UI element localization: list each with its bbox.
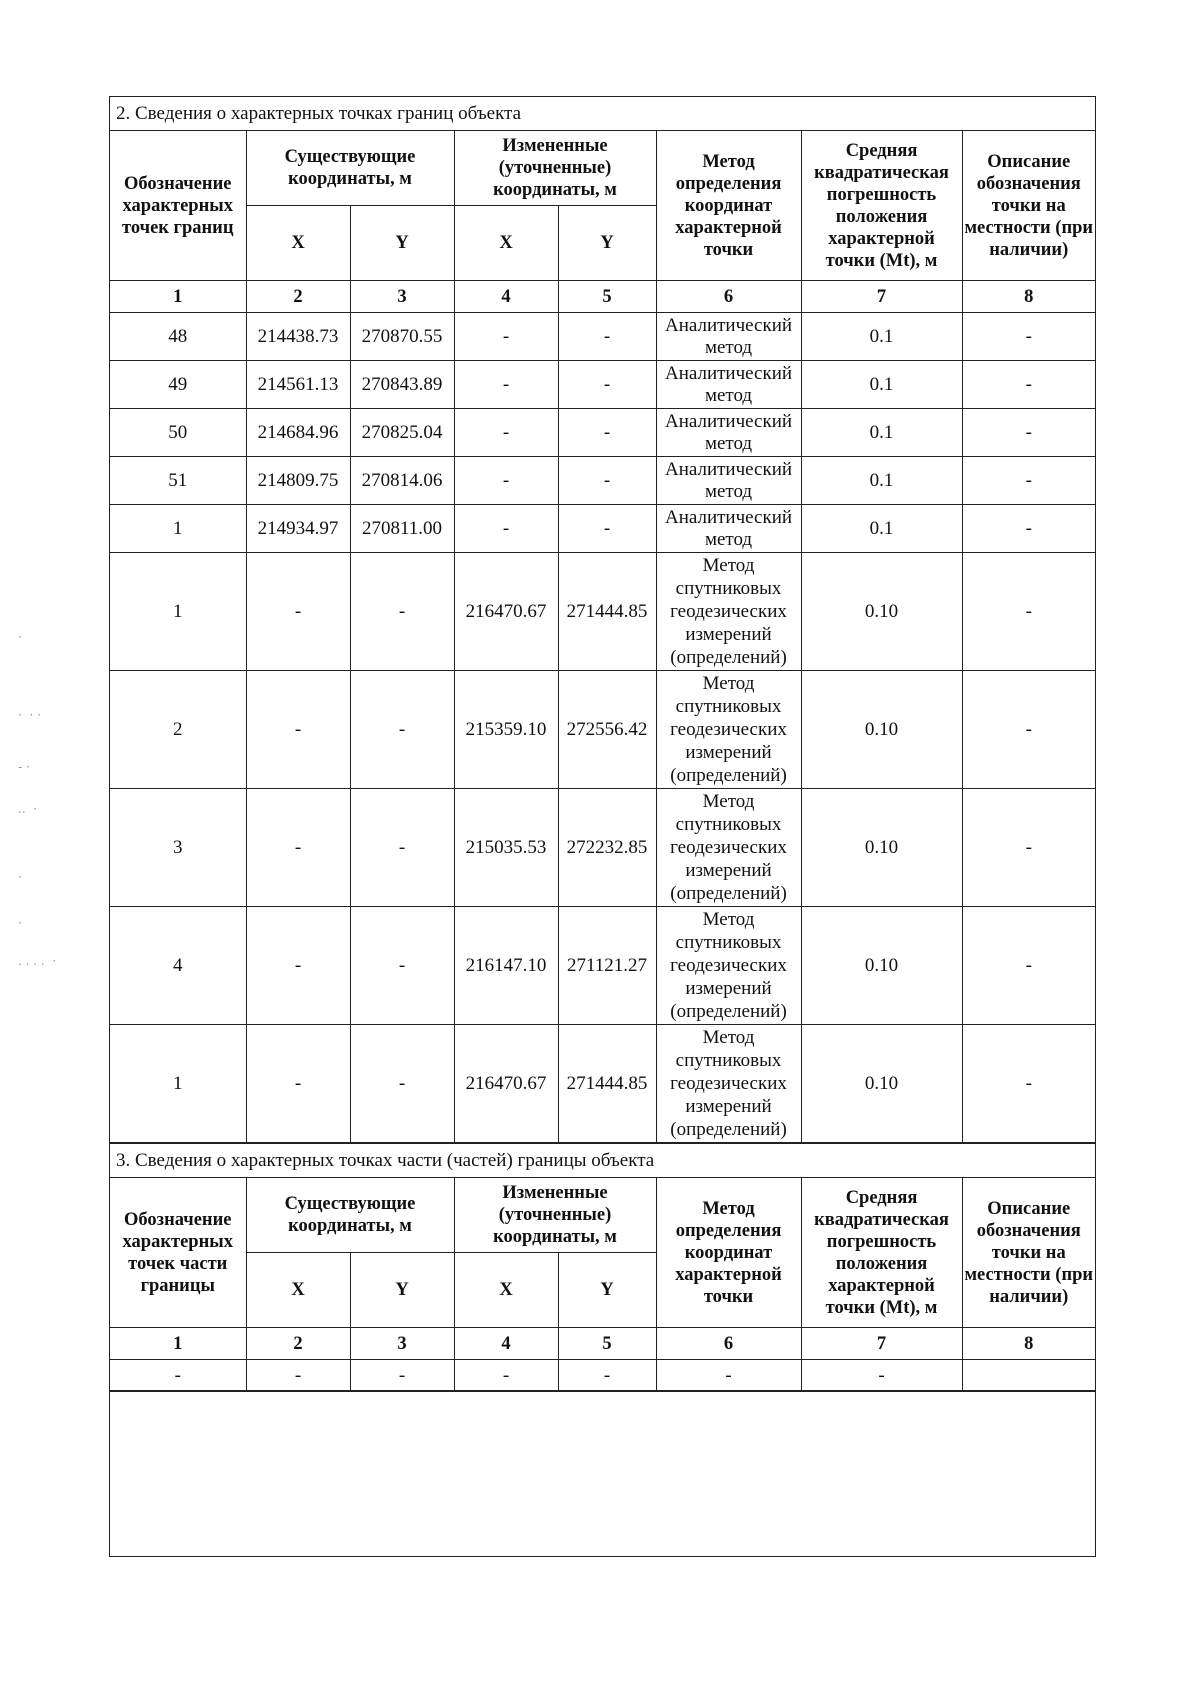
cell-point: 1 bbox=[110, 1025, 246, 1143]
section-2-title: 2. Сведения о характерных точках границ объекта bbox=[110, 97, 1095, 131]
table-row bbox=[110, 361, 1095, 409]
cell-new-x: - bbox=[454, 409, 558, 457]
table-row bbox=[110, 505, 1095, 553]
boundary-points-table bbox=[110, 131, 1095, 1143]
cell-description: - bbox=[962, 361, 1095, 409]
cell-x: - bbox=[246, 789, 350, 907]
header-designation: Обозначение характерных точек части границы bbox=[110, 1178, 246, 1328]
cell-mt: 0.10 bbox=[801, 789, 962, 907]
cell-mt: 0.10 bbox=[801, 671, 962, 789]
header-error: Средняя квадратическая погрешность положения характерной точки (Mt), м bbox=[801, 1178, 962, 1328]
cell-method: Аналитический метод bbox=[656, 457, 801, 505]
cell-new-y: - bbox=[558, 505, 656, 553]
cell-point: 2 bbox=[110, 671, 246, 789]
cell-new-x: 216470.67 bbox=[454, 1025, 558, 1143]
cell-method: Аналитический метод bbox=[656, 361, 801, 409]
cell-y: - bbox=[350, 671, 454, 789]
cell-description: - bbox=[962, 671, 1095, 789]
header-existing-coords: Существующие координаты, м bbox=[246, 1178, 454, 1253]
cell-method: Метод спутниковых геодезических измерений (определений) bbox=[656, 907, 801, 1025]
cell-method: Метод спутниковых геодезических измерений (определений) bbox=[656, 789, 801, 907]
table-row bbox=[110, 553, 1095, 671]
column-number: 5 bbox=[558, 281, 656, 313]
cell-mt: 0.1 bbox=[801, 409, 962, 457]
cell-x: 214684.96 bbox=[246, 409, 350, 457]
table-row bbox=[110, 313, 1095, 361]
cell-mt: 0.1 bbox=[801, 361, 962, 409]
cell-new-x: - bbox=[454, 361, 558, 409]
header-description: Описание обозначения точки на местности (при наличии) bbox=[962, 131, 1095, 281]
cell-x: - bbox=[246, 553, 350, 671]
header-changed-coords: Измененные (уточненные) координаты, м bbox=[454, 1178, 656, 1253]
cell-new-y: - bbox=[558, 457, 656, 505]
column-number: 2 bbox=[246, 281, 350, 313]
cell-new-y: - bbox=[558, 313, 656, 361]
column-number: 5 bbox=[558, 1328, 656, 1360]
column-number: 4 bbox=[454, 1328, 558, 1360]
cell-description: - bbox=[962, 907, 1095, 1025]
column-number: 6 bbox=[656, 1328, 801, 1360]
column-number: 3 bbox=[350, 1328, 454, 1360]
header-description: Описание обозначения точки на местности (при наличии) bbox=[962, 1178, 1095, 1328]
cell-new-x: 215035.53 bbox=[454, 789, 558, 907]
table-row bbox=[110, 409, 1095, 457]
cell-description: - bbox=[962, 553, 1095, 671]
cell-x: 214934.97 bbox=[246, 505, 350, 553]
header-method: Метод определения координат характерной точки bbox=[656, 131, 801, 281]
cell-y: 270825.04 bbox=[350, 409, 454, 457]
cell-new-y: 272232.85 bbox=[558, 789, 656, 907]
cell-new-y: - bbox=[558, 409, 656, 457]
cell-new-y: 271121.27 bbox=[558, 907, 656, 1025]
header-row bbox=[110, 1178, 1095, 1253]
header-method: Метод определения координат характерной точки bbox=[656, 1178, 801, 1328]
cell-y: 270870.55 bbox=[350, 313, 454, 361]
column-number: 3 bbox=[350, 281, 454, 313]
cell-y: - bbox=[350, 907, 454, 1025]
cell-description: - bbox=[962, 789, 1095, 907]
cell-method: Аналитический метод bbox=[656, 505, 801, 553]
header-x-changed: X bbox=[454, 1253, 558, 1328]
cell-point: 1 bbox=[110, 505, 246, 553]
column-number: 8 bbox=[962, 281, 1095, 313]
header-changed-coords: Измененные (уточненные) координаты, м bbox=[454, 131, 656, 206]
cell-y: - bbox=[350, 1360, 454, 1391]
header-x-existing: X bbox=[246, 1253, 350, 1328]
header-y-existing: Y bbox=[350, 206, 454, 281]
column-number-row bbox=[110, 1328, 1095, 1360]
table-row bbox=[110, 789, 1095, 907]
header-y-changed: Y bbox=[558, 206, 656, 281]
header-error: Средняя квадратическая погрешность положения характерной точки (Mt), м bbox=[801, 131, 962, 281]
cell-mt: 0.10 bbox=[801, 907, 962, 1025]
header-x-changed: X bbox=[454, 206, 558, 281]
column-number: 2 bbox=[246, 1328, 350, 1360]
cell-method: Метод спутниковых геодезических измерений (определений) bbox=[656, 553, 801, 671]
cell-point: - bbox=[110, 1360, 246, 1391]
table-row bbox=[110, 671, 1095, 789]
cell-point: 50 bbox=[110, 409, 246, 457]
table-row bbox=[110, 457, 1095, 505]
cell-y: - bbox=[350, 1025, 454, 1143]
cell-mt: 0.1 bbox=[801, 457, 962, 505]
cell-y: 270814.06 bbox=[350, 457, 454, 505]
column-number: 1 bbox=[110, 1328, 246, 1360]
column-number: 7 bbox=[801, 281, 962, 313]
header-existing-coords: Существующие координаты, м bbox=[246, 131, 454, 206]
cell-x: 214438.73 bbox=[246, 313, 350, 361]
cell-description: - bbox=[962, 457, 1095, 505]
cell-x: - bbox=[246, 1360, 350, 1391]
cell-mt: 0.1 bbox=[801, 505, 962, 553]
cell-method: Метод спутниковых геодезических измерений (определений) bbox=[656, 671, 801, 789]
cell-new-y: - bbox=[558, 361, 656, 409]
cell-new-y: 271444.85 bbox=[558, 1025, 656, 1143]
cell-description: - bbox=[962, 505, 1095, 553]
part-boundary-points-table bbox=[110, 1178, 1095, 1391]
cell-x: 214809.75 bbox=[246, 457, 350, 505]
cell-y: - bbox=[350, 789, 454, 907]
cell-method: Аналитический метод bbox=[656, 409, 801, 457]
column-number-row bbox=[110, 281, 1095, 313]
cell-description: - bbox=[962, 313, 1095, 361]
cell-x: - bbox=[246, 1025, 350, 1143]
cell-method: Аналитический метод bbox=[656, 313, 801, 361]
cell-description: - bbox=[962, 409, 1095, 457]
column-number: 6 bbox=[656, 281, 801, 313]
header-y-changed: Y bbox=[558, 1253, 656, 1328]
column-number: 7 bbox=[801, 1328, 962, 1360]
cell-mt: - bbox=[801, 1360, 962, 1391]
column-number: 8 bbox=[962, 1328, 1095, 1360]
cell-mt: 0.10 bbox=[801, 1025, 962, 1143]
header-designation: Обозначение характерных точек границ bbox=[110, 131, 246, 281]
column-number: 1 bbox=[110, 281, 246, 313]
cell-y: 270843.89 bbox=[350, 361, 454, 409]
cell-new-x: - bbox=[454, 313, 558, 361]
cell-method: Метод спутниковых геодезических измерений (определений) bbox=[656, 1025, 801, 1143]
header-x-existing: X bbox=[246, 206, 350, 281]
cell-x: 214561.13 bbox=[246, 361, 350, 409]
cell-new-x: 215359.10 bbox=[454, 671, 558, 789]
cell-point: 3 bbox=[110, 789, 246, 907]
cell-new-x: - bbox=[454, 1360, 558, 1391]
cell-description: - bbox=[962, 1025, 1095, 1143]
cell-y: - bbox=[350, 553, 454, 671]
section-3-title: 3. Сведения о характерных точках части (частей) границы объекта bbox=[110, 1143, 1095, 1178]
table-row bbox=[110, 1025, 1095, 1143]
cell-x: - bbox=[246, 671, 350, 789]
document-frame bbox=[109, 96, 1096, 1557]
cell-new-x: - bbox=[454, 457, 558, 505]
cell-point: 49 bbox=[110, 361, 246, 409]
cell-point: 4 bbox=[110, 907, 246, 1025]
cell-point: 1 bbox=[110, 553, 246, 671]
cell-new-x: - bbox=[454, 505, 558, 553]
header-y-existing: Y bbox=[350, 1253, 454, 1328]
cell-mt: 0.1 bbox=[801, 313, 962, 361]
cell-description bbox=[962, 1360, 1095, 1391]
cell-new-x: 216147.10 bbox=[454, 907, 558, 1025]
cell-method: - bbox=[656, 1360, 801, 1391]
cell-mt: 0.10 bbox=[801, 553, 962, 671]
header-row bbox=[110, 131, 1095, 206]
cell-point: 48 bbox=[110, 313, 246, 361]
cell-new-x: 216470.67 bbox=[454, 553, 558, 671]
cell-new-y: - bbox=[558, 1360, 656, 1391]
column-number: 4 bbox=[454, 281, 558, 313]
cell-new-y: 271444.85 bbox=[558, 553, 656, 671]
table-row bbox=[110, 1360, 1095, 1391]
table-row bbox=[110, 907, 1095, 1025]
blank-area bbox=[110, 1391, 1095, 1556]
cell-new-y: 272556.42 bbox=[558, 671, 656, 789]
cell-x: - bbox=[246, 907, 350, 1025]
cell-y: 270811.00 bbox=[350, 505, 454, 553]
cell-point: 51 bbox=[110, 457, 246, 505]
